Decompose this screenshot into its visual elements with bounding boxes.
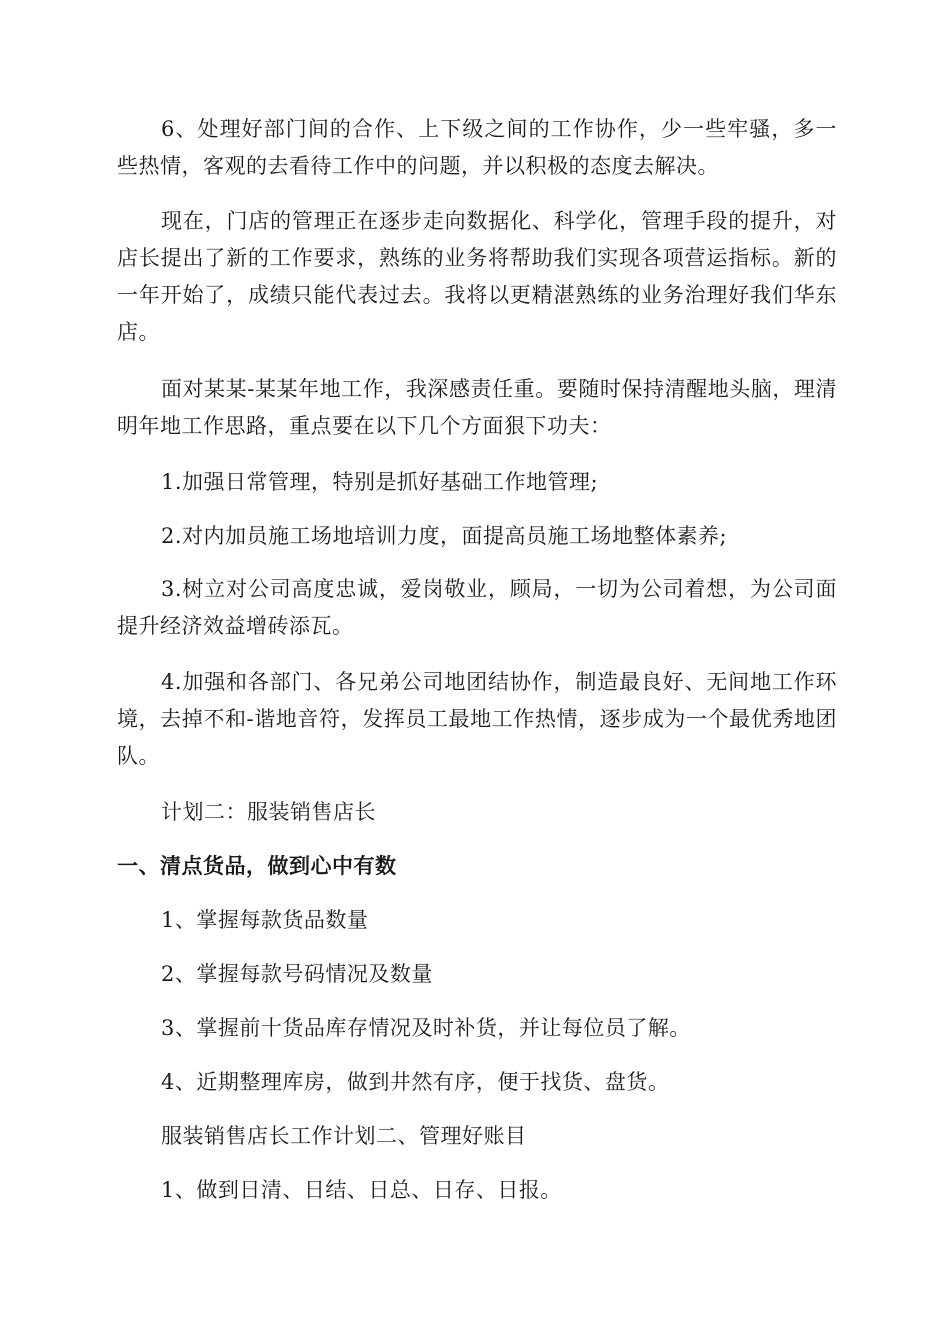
list-item: 4、近期整理库房，做到井然有序，便于找货、盘货。 — [161, 1070, 670, 1094]
section-heading-inventory: 一、清点货品，做到心中有数 — [117, 854, 397, 878]
list-item: 1、做到日清、日结、日总、日存、日报。 — [161, 1178, 562, 1202]
list-item-daily-management: 1.加强日常管理，特别是抓好基础工作地管理; — [161, 470, 599, 494]
paragraph-work-focus: 面对某某-某某年地工作，我深感责任重。要随时保持清醒地头脑，理清明年地工作思路，重点要在以下几个方面狠下功夫： — [117, 377, 837, 438]
list-item: 3、掌握前十货品库存情况及时补货，并让每位员了解。 — [161, 1016, 691, 1040]
list-item-teamwork: 4.加强和各部门、各兄弟公司地团结协作，制造最良好、无间地工作环境，去掉不和-谐地音符，发挥员工最地工作热情，逐步成为一个最优秀地团队。 — [117, 670, 837, 768]
paragraph-cooperation: 6、处理好部门间的合作、上下级之间的工作协作，少一些牢骚，多一些热情，客观的去看待工作中的问题，并以积极的态度去解决。 — [117, 117, 837, 178]
plan-two-title: 计划二：服装销售店长 — [161, 800, 376, 824]
paragraph-store-management: 现在，门店的管理正在逐步走向数据化、科学化，管理手段的提升，对店长提出了新的工作要求，熟练的业务将帮助我们实现各项营运指标。新的一年开始了，成绩只能代表过去。我将以更精湛熟练的业务治理好我们华东店。 — [117, 209, 837, 344]
list-item-training: 2.对内加员施工场地培训力度，面提高员施工场地整体素养; — [161, 524, 728, 548]
section-title-accounts: 服装销售店长工作计划二、管理好账目 — [161, 1124, 527, 1148]
list-item: 1、掌握每款货品数量 — [161, 908, 369, 932]
list-item: 2、掌握每款号码情况及数量 — [161, 962, 433, 986]
list-item-loyalty: 3.树立对公司高度忠诚，爱岗敬业，顾局，一切为公司着想，为公司面提升经济效益增砖添瓦。 — [117, 577, 837, 638]
